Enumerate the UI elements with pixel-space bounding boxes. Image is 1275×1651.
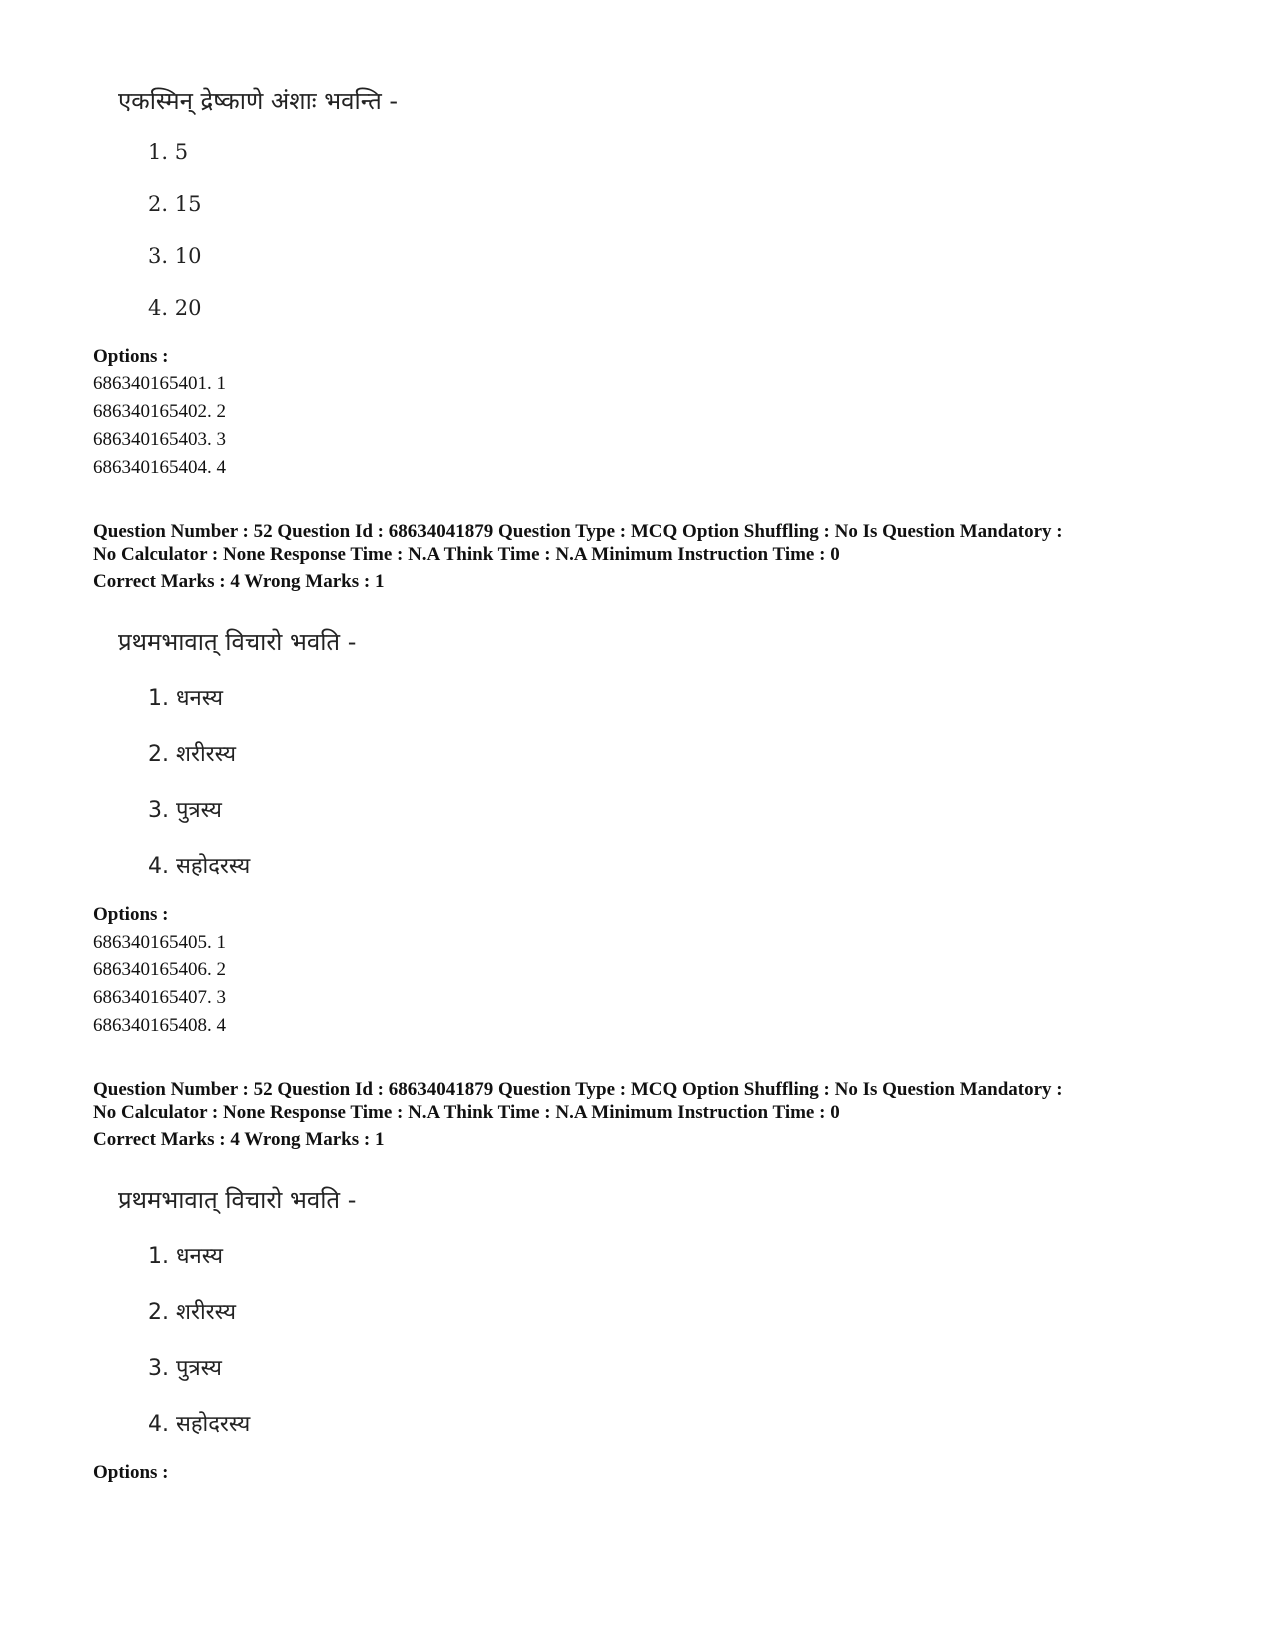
option-row: 686340165401. 1 <box>93 373 226 394</box>
option-row: 686340165406. 2 <box>93 959 226 980</box>
options-label: Options : <box>93 346 169 367</box>
choice-3: 3. 10 <box>148 244 202 268</box>
options-label: Options : <box>93 904 169 925</box>
question-text: प्रथमभावात् विचारो भवति - <box>118 628 357 656</box>
option-row: 686340165402. 2 <box>93 401 226 422</box>
option-row: 686340165404. 4 <box>93 457 226 478</box>
choice-1: 1. 5 <box>148 140 189 164</box>
question-text: प्रथमभावात् विचारो भवति - <box>118 1186 357 1214</box>
choice-4: 4. सहोदरस्य <box>148 1412 251 1437</box>
option-row: 686340165403. 3 <box>93 429 226 450</box>
choice-1: 1. धनस्य <box>148 1244 224 1269</box>
choice-2: 2. शरीरस्य <box>148 1300 236 1325</box>
choice-2: 2. शरीरस्य <box>148 742 236 767</box>
choice-1: 1. धनस्य <box>148 686 224 711</box>
choice-4: 4. सहोदरस्य <box>148 854 251 879</box>
question-text: एकस्मिन् द्रेष्काणे अंशाः भवन्ति - <box>118 87 399 115</box>
question-meta-line-2: No Calculator : None Response Time : N.A Think Time : N.A Minimum Instruction Time : 0 <box>93 544 840 565</box>
question-meta-line-2: No Calculator : None Response Time : N.A Think Time : N.A Minimum Instruction Time : 0 <box>93 1102 840 1123</box>
choice-2: 2. 15 <box>148 192 202 216</box>
options-label: Options : <box>93 1462 169 1483</box>
question-meta-line-1: Question Number : 52 Question Id : 68634041879 Question Type : MCQ Option Shuffling : No Is Question Mandatory : <box>93 521 1063 542</box>
choice-3: 3. पुत्रस्य <box>148 798 222 823</box>
option-row: 686340165408. 4 <box>93 1015 226 1036</box>
option-row: 686340165405. 1 <box>93 932 226 953</box>
question-marks: Correct Marks : 4 Wrong Marks : 1 <box>93 1129 385 1150</box>
choice-3: 3. पुत्रस्य <box>148 1356 222 1381</box>
question-meta-line-1: Question Number : 52 Question Id : 68634041879 Question Type : MCQ Option Shuffling : No Is Question Mandatory : <box>93 1079 1063 1100</box>
choice-4: 4. 20 <box>148 296 202 320</box>
option-row: 686340165407. 3 <box>93 987 226 1008</box>
question-marks: Correct Marks : 4 Wrong Marks : 1 <box>93 571 385 592</box>
